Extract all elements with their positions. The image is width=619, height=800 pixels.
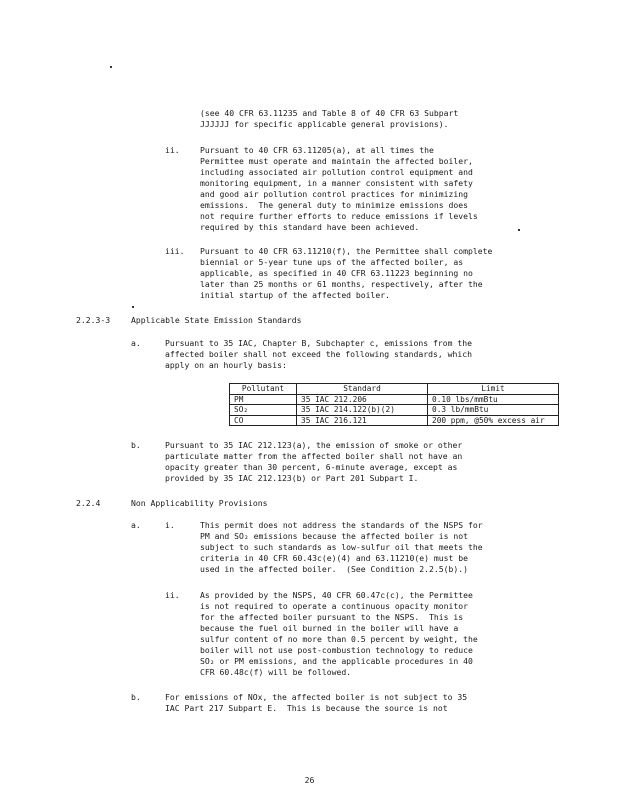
item-iii-line-2: biennial or 5-year tune ups of the affected boiler, as bbox=[200, 257, 464, 267]
table-row bbox=[230, 415, 559, 426]
sub-i-line-2: PM and SO₂ emissions because the affected boiler is not bbox=[200, 531, 469, 541]
sub-ii-line-1: As provided by the NSPS, 40 CFR 60.47c(c), the Permittee bbox=[200, 590, 473, 600]
sub-ii-line-6: boiler will not use post-combustion technology to reduce bbox=[200, 645, 473, 655]
sub-ii-line-8: CFR 60.48c(f) will be followed. bbox=[200, 667, 352, 677]
section-number: 2.2.3-3 bbox=[76, 315, 111, 325]
cell-pollutant: SO₂ bbox=[230, 405, 297, 416]
item-iii-line-1: Pursuant to 40 CFR 63.11210(f), the Permittee shall complete bbox=[200, 246, 493, 256]
table-header-row bbox=[230, 384, 559, 395]
item-ii-line-4: monitoring equipment, in a manner consistent with safety bbox=[200, 178, 473, 188]
cell-standard: 35 IAC 216.121 bbox=[297, 415, 428, 426]
cell-limit: 0.10 lbs/mmBtu bbox=[428, 394, 559, 405]
section-title: Non Applicability Provisions bbox=[131, 498, 268, 508]
cell-pollutant: PM bbox=[230, 394, 297, 405]
sub-i-line-4: criteria in 40 CFR 60.43c(e)(4) and 63.11210(e) must be bbox=[200, 553, 469, 563]
item-ii-line-7: not require further efforts to reduce emissions if levels bbox=[200, 211, 478, 221]
item-a-line-1: Pursuant to 35 IAC, Chapter B, Subchapter c, emissions from the bbox=[165, 338, 472, 348]
item-a-letter: a. bbox=[131, 338, 141, 348]
item-b-line-2: particulate matter from the affected boiler shall not have an bbox=[165, 451, 463, 461]
item-b-non-line-2: IAC Part 217 Subpart E. This is because the source is not bbox=[165, 703, 448, 713]
item-iii-line-4: later than 25 months or 61 months, respectively, after the bbox=[200, 279, 483, 289]
item-ii-line-2: Permittee must operate and maintain the affected boiler, bbox=[200, 156, 473, 166]
item-ii-line-8: required by this standard have been achieved. bbox=[200, 222, 420, 232]
item-iii-line-5: initial startup of the affected boiler. bbox=[200, 290, 391, 300]
item-ii-line-6: emissions. The general duty to minimize emissions does bbox=[200, 200, 469, 210]
item-ii-numeral: ii. bbox=[165, 145, 180, 155]
header-limit: Limit bbox=[428, 384, 559, 395]
sub-ii-line-3: for the affected boiler pursuant to the NSPS. This is bbox=[200, 612, 464, 622]
scan-speck bbox=[132, 306, 134, 308]
sub-i-line-5: used in the affected boiler. (See Condition 2.2.5(b).) bbox=[200, 564, 469, 574]
page-number: 26 bbox=[304, 775, 315, 785]
item-b-letter: b. bbox=[131, 440, 141, 450]
cell-limit: 200 ppm, @50% excess air bbox=[428, 415, 559, 426]
item-a-letter: a. bbox=[131, 520, 141, 530]
sub-ii-line-2: is not required to operate a continuous opacity monitor bbox=[200, 601, 469, 611]
cell-standard: 35 IAC 212.206 bbox=[297, 394, 428, 405]
item-ii-line-3: including associated air pollution control equipment and bbox=[200, 167, 473, 177]
item-b-line-3: opacity greater than 30 percent, 6-minute average, except as bbox=[165, 462, 458, 472]
sub-ii-line-7: SO₂ or PM emissions, and the applicable procedures in 40 bbox=[200, 656, 473, 666]
paragraph-continued-line-1: (see 40 CFR 63.11235 and Table 8 of 40 CFR 63 Subpart bbox=[200, 108, 459, 118]
header-standard: Standard bbox=[297, 384, 428, 395]
item-a-line-2: affected boiler shall not exceed the following standards, which bbox=[165, 349, 472, 359]
item-ii-line-5: and good air pollution control practices for minimizing bbox=[200, 189, 469, 199]
item-ii-line-1: Pursuant to 40 CFR 63.11205(a), at all times the bbox=[200, 145, 434, 155]
item-b-letter: b. bbox=[131, 692, 141, 702]
sub-ii-numeral: ii. bbox=[165, 590, 180, 600]
item-iii-numeral: iii. bbox=[165, 246, 185, 256]
item-b-line-4: provided by 35 IAC 212.123(b) or Part 201 Subpart I. bbox=[165, 473, 419, 483]
emission-limits-table bbox=[229, 383, 559, 426]
sub-i-line-1: This permit does not address the standards of the NSPS for bbox=[200, 520, 483, 530]
scan-speck bbox=[518, 229, 520, 231]
cell-standard: 35 IAC 214.122(b)(2) bbox=[297, 405, 428, 416]
scan-speck bbox=[110, 66, 112, 68]
header-pollutant: Pollutant bbox=[230, 384, 297, 395]
section-number: 2.2.4 bbox=[76, 498, 101, 508]
sub-i-line-3: subject to such standards as low-sulfur oil that meets the bbox=[200, 542, 483, 552]
sub-ii-line-4: because the fuel oil burned in the boiler will have a bbox=[200, 623, 459, 633]
item-a-line-3: apply on an hourly basis: bbox=[165, 360, 287, 370]
paragraph-continued-line-2: JJJJJJ for specific applicable general provisions). bbox=[200, 119, 449, 129]
item-b-non-line-1: For emissions of NOx, the affected boiler is not subject to 35 bbox=[165, 692, 468, 702]
item-iii-line-3: applicable, as specified in 40 CFR 63.11223 beginning no bbox=[200, 268, 473, 278]
table-row bbox=[230, 394, 559, 405]
sub-i-numeral: i. bbox=[165, 520, 175, 530]
cell-pollutant: CO bbox=[230, 415, 297, 426]
sub-ii-line-5: sulfur content of no more than 0.5 percent by weight, the bbox=[200, 634, 478, 644]
cell-limit: 0.3 lb/mmBtu bbox=[428, 405, 559, 416]
item-b-line-1: Pursuant to 35 IAC 212.123(a), the emission of smoke or other bbox=[165, 440, 463, 450]
table-row bbox=[230, 405, 559, 416]
section-title: Applicable State Emission Standards bbox=[131, 315, 302, 325]
